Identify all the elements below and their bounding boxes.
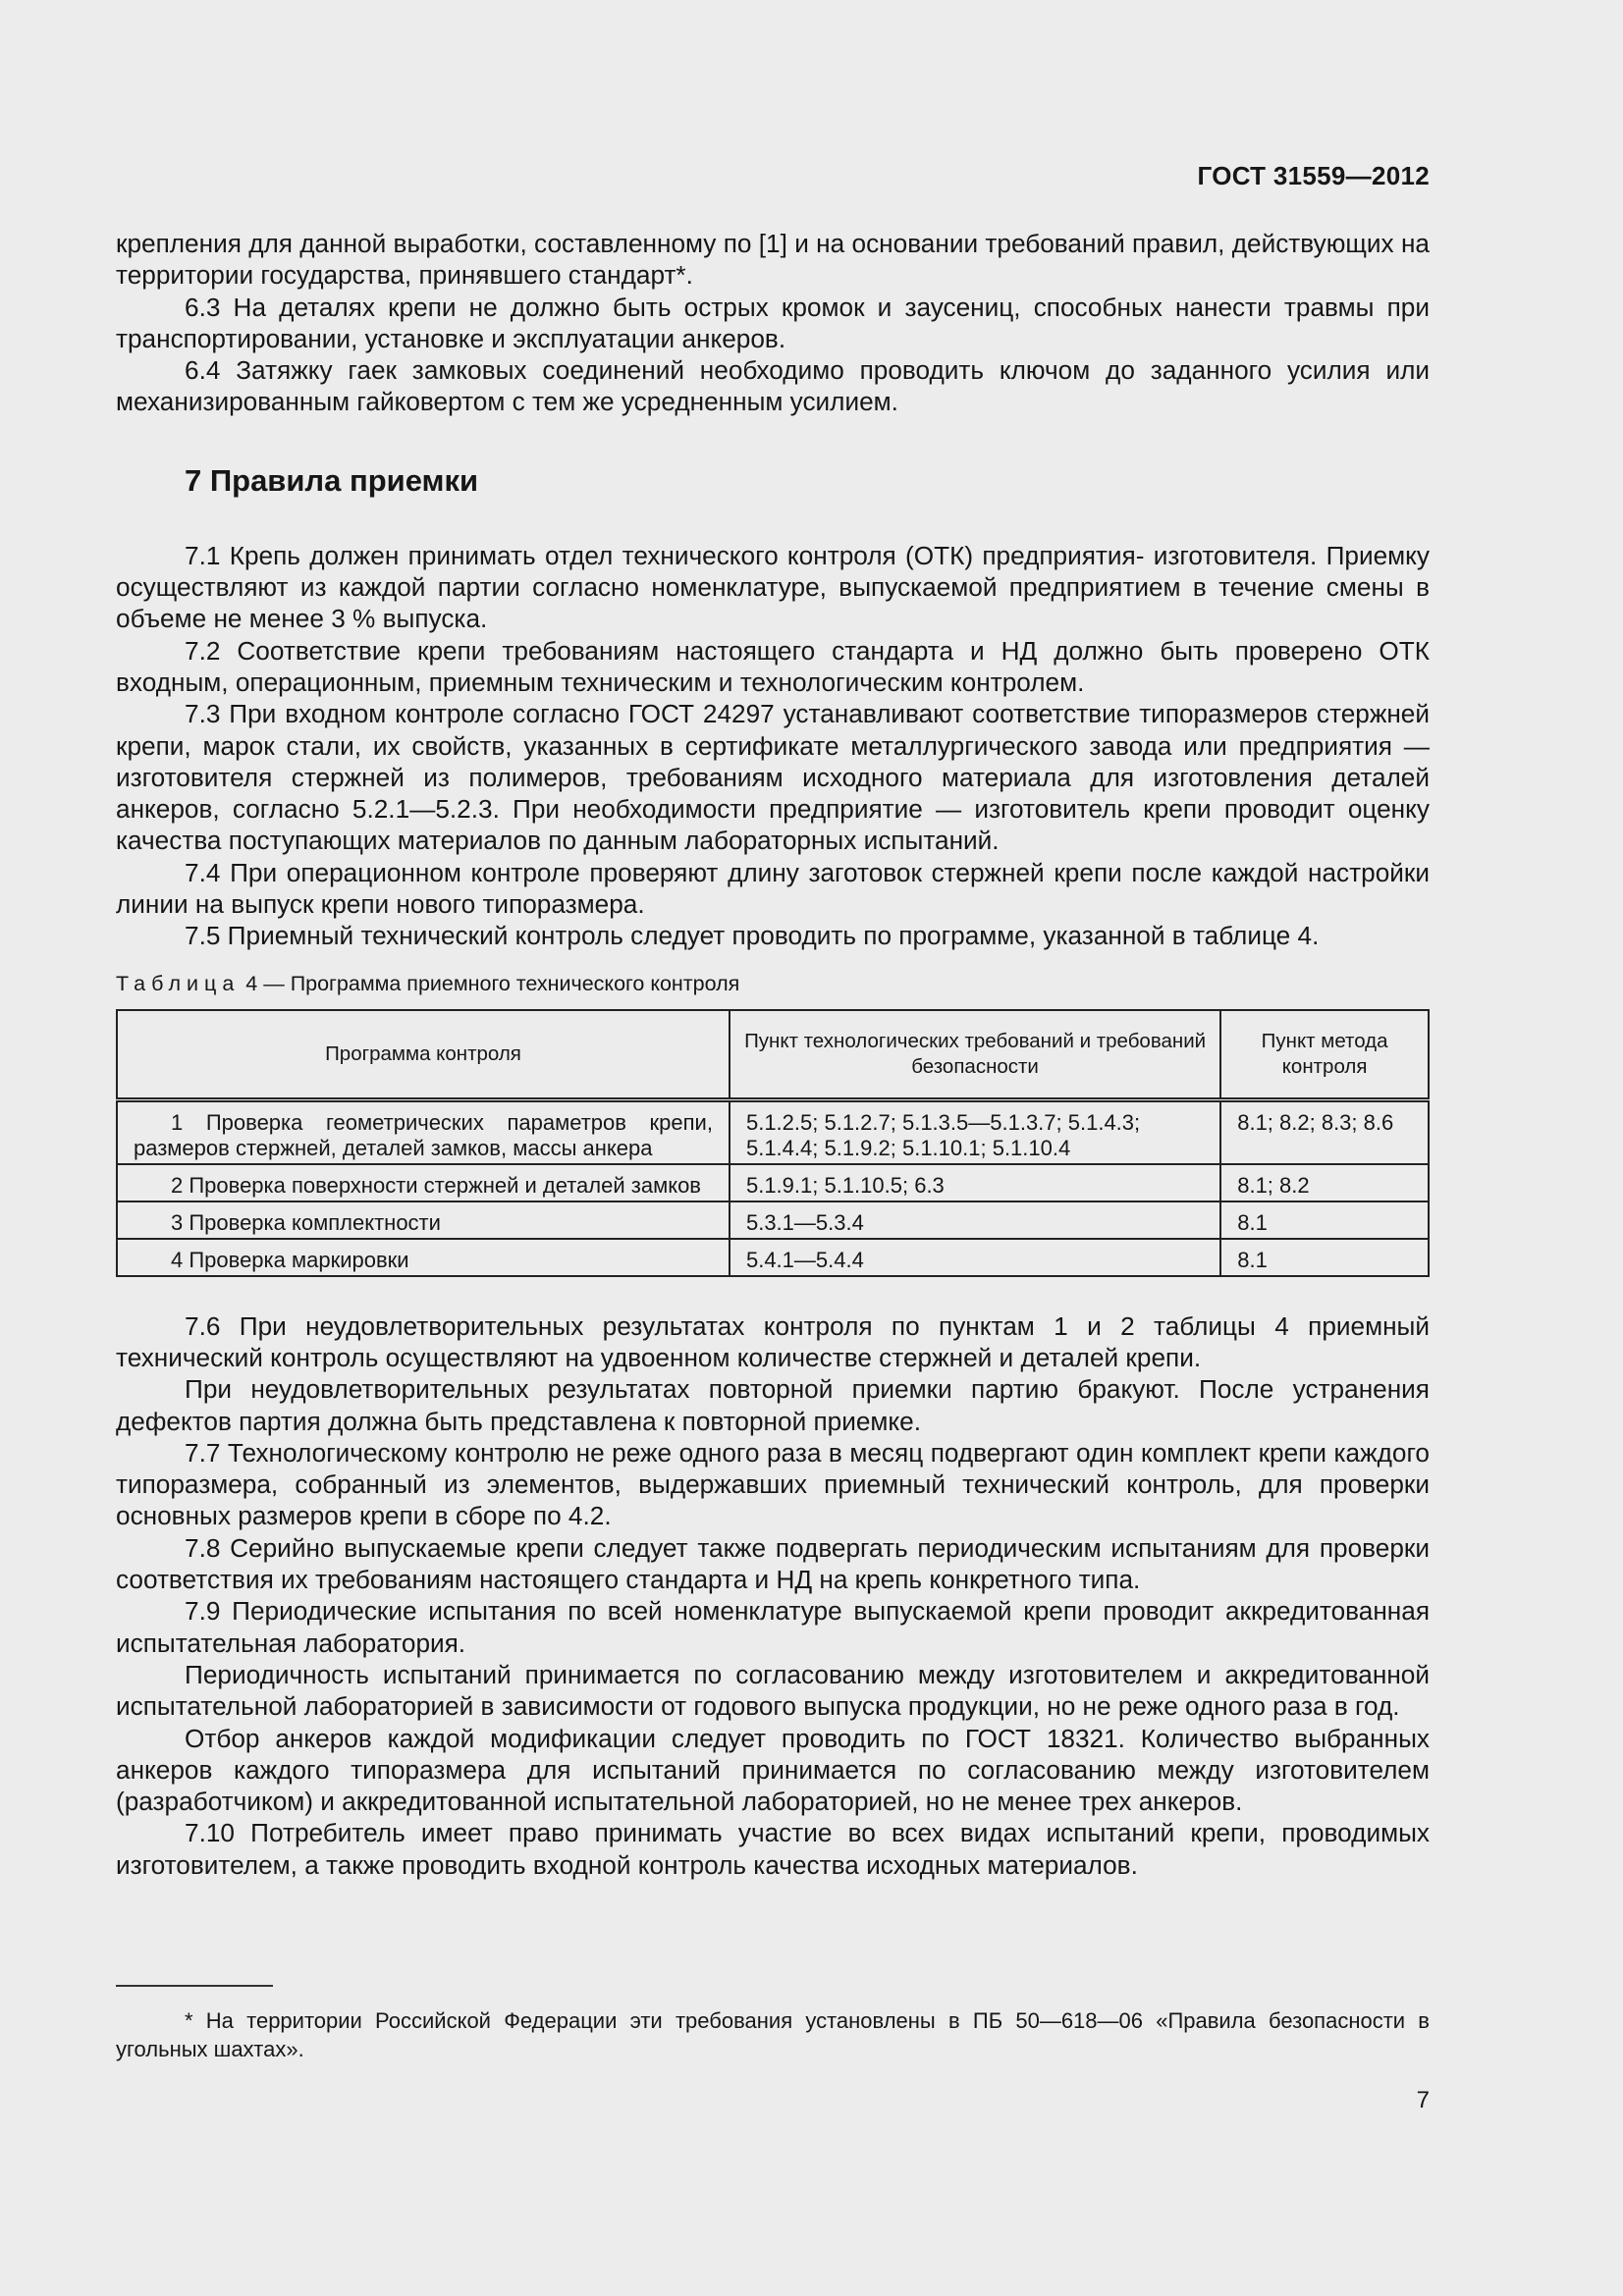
table-row bbox=[117, 1164, 1429, 1201]
table-cell: 3 Проверка комплектности bbox=[117, 1201, 730, 1239]
paragraph: 7.9 Периодические испытания по всей номенклатуре выпускаемой крепи проводит аккредитованная испытательная лаборатория. bbox=[116, 1596, 1430, 1658]
paragraph: 7.10 Потребитель имеет право принимать участие во всех видах испытаний крепи, проводимых изготовителем, а также проводить входной контроль качества исходных материалов. bbox=[116, 1818, 1430, 1880]
paragraph: 7.2 Соответствие крепи требованиям настоящего стандарта и НД должно быть проверено ОТК входным, операционным, приемным техническим и технологическим контролем. bbox=[116, 635, 1430, 697]
table-row bbox=[117, 1099, 1429, 1164]
table-caption-label: Таблица bbox=[116, 971, 241, 995]
table-header-cell: Пункт метода контроля bbox=[1220, 1010, 1429, 1100]
table-cell: 5.4.1—5.4.4 bbox=[730, 1239, 1220, 1276]
paragraph: 7.1 Крепь должен принимать отдел технического контроля (ОТК) предприятия- изготовителя. Приемку осуществляют из каждой партии согласно номенклатуре, выпускаемой предприятием в течение смены в объеме не менее 3 % выпуска. bbox=[116, 540, 1430, 634]
table-cell: 8.1; 8.2; 8.3; 8.6 bbox=[1220, 1099, 1429, 1164]
control-program-table bbox=[116, 1009, 1430, 1277]
paragraph: 7.3 При входном контроле согласно ГОСТ 24297 устанавливают соответствие типоразмеров стержней крепи, марок стали, их свойств, указанных в сертификате металлургического завода или предприятия — изготовителя стержней из полимеров, требованиям исходного материала для изготовления деталей анкеров, согласно 5.2.1—5.2.3. При необходимости предприятие — изготовитель крепи проводит оценку качества поступающих материалов по данным лабораторных испытаний. bbox=[116, 699, 1430, 856]
table-row bbox=[117, 1239, 1429, 1276]
paragraph: 7.7 Технологическому контролю не реже одного раза в месяц подвергают один комплект крепи каждого типоразмера, собранный из элементов, выдержавших приемный технический контроль, для проверки основных размеров крепи в сборе по 4.2. bbox=[116, 1437, 1430, 1531]
table-caption bbox=[116, 970, 1430, 997]
table-cell: 5.3.1—5.3.4 bbox=[730, 1201, 1220, 1239]
table-caption-text: 4 — Программа приемного технического контроля bbox=[240, 971, 740, 995]
paragraph: При неудовлетворительных результатах повторной приемки партию бракуют. После устранения дефектов партия должна быть представлена к повторной приемке. bbox=[116, 1374, 1430, 1436]
table-cell: 8.1 bbox=[1220, 1239, 1429, 1276]
page-number: 7 bbox=[1416, 2087, 1430, 2113]
document-code-header: ГОСТ 31559—2012 bbox=[1197, 161, 1430, 190]
footnote-divider bbox=[116, 1985, 273, 1987]
table-cell: 5.1.9.1; 5.1.10.5; 6.3 bbox=[730, 1164, 1220, 1201]
table-cell: 4 Проверка маркировки bbox=[117, 1239, 730, 1276]
table-cell: 2 Проверка поверхности стержней и деталей замков bbox=[117, 1164, 730, 1201]
footnote: * На территории Российской Федерации эти требования установлены в ПБ 50—618—06 «Правила безопасности в угольных шахтах». bbox=[116, 2008, 1430, 2061]
paragraph: 6.4 Затяжку гаек замковых соединений необходимо проводить ключом до заданного усилия или механизированным гайковертом с тем же усредненным усилием. bbox=[116, 355, 1430, 417]
section-heading: 7 Правила приемки bbox=[185, 462, 479, 498]
table-row bbox=[117, 1201, 1429, 1239]
paragraph: 7.5 Приемный технический контроль следует проводить по программе, указанной в таблице 4. bbox=[185, 921, 1320, 951]
paragraph: 7.8 Серийно выпускаемые крепи следует также подвергать периодическим испытаниям для проверки соответствия их требованиям настоящего стандарта и НД на крепь конкретного типа. bbox=[116, 1532, 1430, 1595]
paragraph: 7.6 При неудовлетворительных результатах контроля по пунктам 1 и 2 таблицы 4 приемный технический контроль осуществляют на удвоенном количестве стержней и деталей крепи. bbox=[116, 1310, 1430, 1372]
table-header-cell: Программа контроля bbox=[117, 1010, 730, 1100]
table-header-row bbox=[117, 1010, 1429, 1100]
paragraph: Отбор анкеров каждой модификации следует проводить по ГОСТ 18321. Количество выбранных анкеров каждого типоразмера для испытаний принимается по согласованию между изготовителем (разработчиком) и аккредитованной испытательной лабораторией, но не менее трех анкеров. bbox=[116, 1723, 1430, 1817]
paragraph: крепления для данной выработки, составленному по [1] и на основании требований правил, действующих на территории государства, принявшего стандарт*. bbox=[116, 229, 1430, 291]
table-header-cell: Пункт технологических требований и требований безопасности bbox=[730, 1010, 1220, 1100]
paragraph: 6.3 На деталях крепи не должно быть острых кромок и заусениц, способных нанести травмы при транспортировании, установке и эксплуатации анкеров. bbox=[116, 292, 1430, 353]
table-cell: 5.1.2.5; 5.1.2.7; 5.1.3.5—5.1.3.7; 5.1.4.3; 5.1.4.4; 5.1.9.2; 5.1.10.1; 5.1.10.4 bbox=[730, 1099, 1220, 1164]
table-cell: 8.1; 8.2 bbox=[1220, 1164, 1429, 1201]
paragraph: 7.4 При операционном контроле проверяют длину заготовок стержней крепи после каждой настройки линии на выпуск крепи нового типоразмера. bbox=[116, 857, 1430, 920]
table-cell: 1 Проверка геометрических параметров крепи, размеров стержней, деталей замков, массы анкера bbox=[117, 1099, 730, 1164]
paragraph: Периодичность испытаний принимается по согласованию между изготовителем и аккредитованной испытательной лабораторией в зависимости от годового выпуска продукции, но не реже одного раза в год. bbox=[116, 1659, 1430, 1722]
table-cell: 8.1 bbox=[1220, 1201, 1429, 1239]
page-body bbox=[116, 228, 1430, 1881]
